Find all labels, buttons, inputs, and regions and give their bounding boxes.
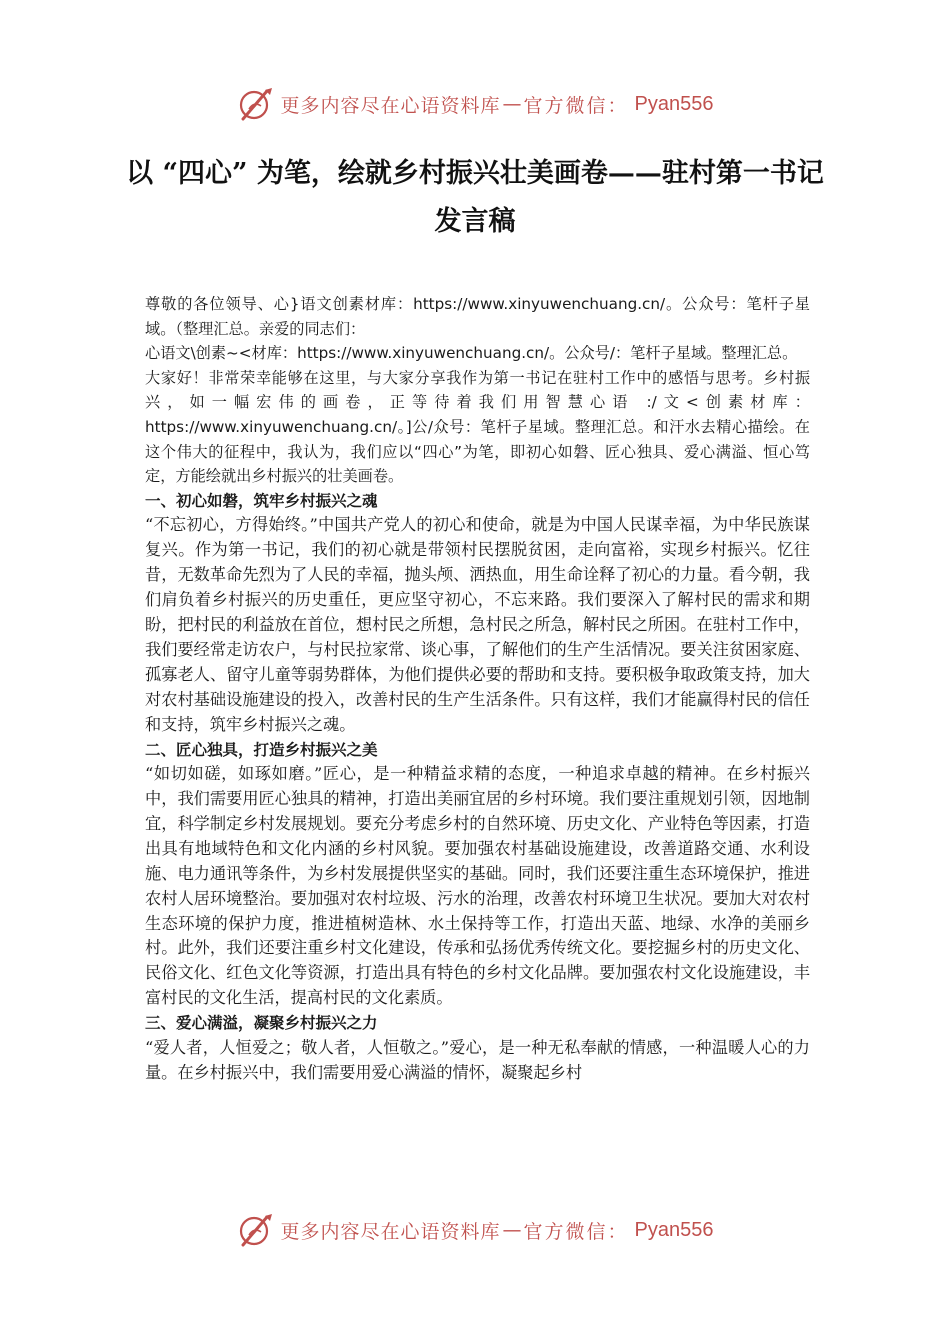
section-heading: 一、初心如磐，筑牢乡村振兴之魂: [145, 491, 378, 510]
banner-site-text: 更多内容尽在心语资料库: [280, 1220, 501, 1243]
section-heading: 三、爱心满溢，凝聚乡村振兴之力: [145, 1014, 378, 1033]
section-paragraph: “如切如磋，如琢如磨。”匠心，是一种精益求精的态度，一种追求卓越的精神。在乡村振兴中，我们需要用匠心独具的精神，打造出美丽宜居的乡村环境。我们要注重规划引领，因地制宜，科学制定乡村发展规划。要充分考虑乡村的自然环境、历史文化、产业特色等因素，打造出具有地域特色和文化内涵的乡村风貌。要加强农村基础设施建设，改善道路交通、水利设施、电力通讯等条件，为乡村发展提供坚实的基础。同时，我们还要注重生态环境保护，推进农村人居环境整治。要加强对农村垃圾、污水的治理，改善农村环境卫生状况。要加大对农村生态环境的保护力度，推进植树造林、水土保持等工作，打造出天蓝、地绿、水净的美丽乡村。此外，我们还要注重乡村文化建设，传承和弘扬优秀传统文化。要挖掘乡村的历史文化、民俗文化、红色文化等资源，打造出具有特色的乡村文化品牌。要加强农村文化设施建设，丰富村民的文化生活，提高村民的文化素质。: [145, 764, 810, 1008]
banner-separator: —: [502, 1219, 522, 1241]
banner-site-text: 更多内容尽在心语资料库: [280, 94, 501, 117]
banner-wechat-handle: Pyan556: [634, 1218, 714, 1241]
intro-block: [145, 292, 810, 489]
banner-wechat-label: 官方微信：: [523, 94, 629, 117]
section-heading: 二、匠心独具，打造乡村振兴之美: [145, 740, 378, 759]
pen-logo-icon: [237, 85, 277, 123]
section-paragraph: “不忘初心，方得始终。”中国共产党人的初心和使命，就是为中国人民谋幸福，为中华民族谋复兴。作为第一书记，我们的初心就是带领村民摆脱贫困，走向富裕，实现乡村振兴。忆往昔，无数革命先烈为了人民的幸福，抛头颅、洒热血，用生命诠释了初心的力量。看今朝，我们肩负着乡村振兴的历史重任，更应坚守初心，不忘来路。我们要深入了解村民的需求和期盼，把村民的利益放在首位，想村民之所想，急村民之所急，解村民之所困。在驻村工作中，我们要经常走访农户，与村民拉家常、谈心事，了解他们的生产生活情况。要关注贫困家庭、孤寡老人、留守儿童等弱势群体，为他们提供必要的帮助和支持。要积极争取政策支持，加大对农村基础设施建设的投入，改善村民的生产生活条件。只有这样，我们才能赢得村民的信任和支持，筑牢乡村振兴之魂。: [145, 515, 810, 734]
banner-wechat-label: 官方微信：: [523, 1220, 629, 1243]
pen-logo-icon: [237, 1211, 277, 1249]
intro-paragraph: 尊敬的各位领导、心}语文创素材库：https://www.xinyuwenchuang.cn/。公众号：笔杆子星域。（整理汇总。亲爱的同志们：: [145, 295, 810, 338]
footer-banner: [0, 1210, 950, 1250]
banner-wechat-handle: Pyan556: [634, 92, 714, 115]
banner-separator: —: [502, 93, 522, 115]
section-paragraph: “爱人者，人恒爱之；敬人者，人恒敬之。”爱心，是一种无私奉献的情感，一种温暖人心的力量。在乡村振兴中，我们需要用爱心满溢的情怀，凝聚起乡村: [145, 1037, 810, 1082]
intro-paragraph: 大家好！非常荣幸能够在这里，与大家分享我作为第一书记在驻村工作中的感悟与思考。乡村振兴，如一幅宏伟的画卷，正等待着我们用智慧心语 :/文<创素材库：https://www.xinyuwenchuang.cn/。]公/众号：笔杆子星域。整理汇总。和汗水去精心描绘。在这个伟大的征程中，我认为，我们应以“四心”为笔，即初心如磐、匠心独具、爱心满溢、恒心笃定，方能绘就出乡村振兴的壮美画卷。: [145, 368, 810, 486]
document-body: [145, 292, 810, 1086]
header-banner: [0, 84, 950, 124]
intro-paragraph: 心语文\创素~<材库：https://www.xinyuwenchuang.cn/。公众号/：笔杆子星域。整理汇总。: [145, 344, 798, 363]
document-title: 以 “四心” 为笔，绘就乡村振兴壮美画卷——驻村第一书记发言稿: [126, 158, 824, 237]
